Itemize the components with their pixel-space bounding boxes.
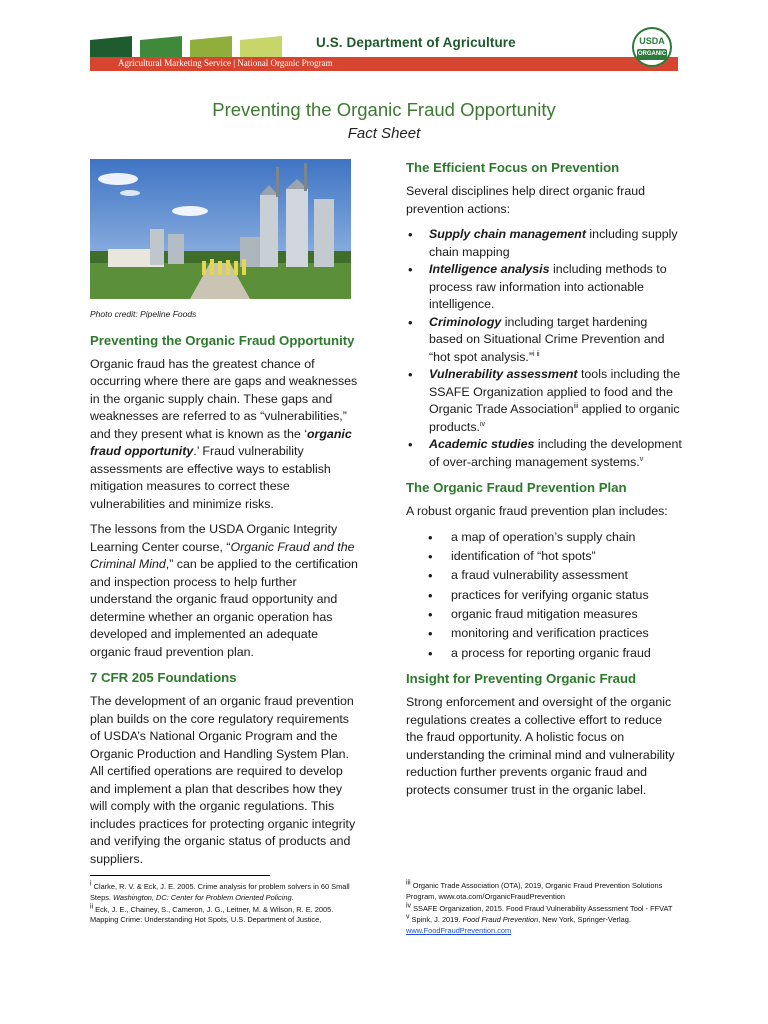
footnote-mark: ii: [90, 903, 94, 911]
text-fragment: Organic Trade Association (OTA), 2019, Organic Fraud Prevention Solutions Program, www.ota.com/OrganicFraudPrevention: [406, 881, 663, 901]
list-item: • identification of “hot spots”: [406, 548, 682, 566]
footnotes-right: [406, 881, 676, 938]
discipline-term: Criminology: [429, 314, 502, 329]
discipline-term: Vulnerability assessment: [429, 367, 578, 381]
department-title: U.S. Department of Agriculture: [316, 35, 516, 50]
footnote-4: [406, 904, 676, 915]
text-fragment: ,” can be applied to the certification and inspection process to help further understand the organic fraud opportunity and determine whether an organic operation has developed and implemented an adequate organic fraud prevention plan.: [90, 557, 358, 659]
section-heading-prevention-plan: The Organic Fraud Prevention Plan: [406, 480, 627, 495]
list-item: [406, 261, 682, 314]
discipline-desc: including methods to process raw information into actionable intelligence.: [429, 262, 667, 311]
footnote-ref: iii: [573, 402, 579, 410]
list-item: [406, 436, 682, 471]
list-item: [406, 314, 682, 367]
text-fragment: Food Fraud Prevention: [462, 915, 539, 925]
photo-caption: Photo credit: Pipeline Foods: [90, 309, 197, 319]
footnote-1: [90, 882, 360, 904]
emphasis-organic-fraud-opportunity: organic fraud opportunity: [90, 426, 352, 458]
food-fraud-prevention-link[interactable]: www.FoodFraudPrevention.com: [406, 926, 512, 936]
disciplines-list: [406, 226, 682, 471]
discipline-term: Supply chain management: [429, 227, 586, 241]
footnote-ref: iv: [479, 420, 486, 428]
section-heading-efficient-focus: The Efficient Focus on Prevention: [406, 160, 620, 175]
grain-facility-photo: [90, 159, 351, 299]
usda-organic-seal-icon: [632, 27, 672, 67]
footnote-5: [406, 915, 676, 937]
discipline-desc: including the development of over-arching management systems.: [429, 437, 682, 469]
text-fragment: Eck, J. E., Chainey, S., Cameron, J. G., Leitner, M. & Wilson, R. E. 2005. Mapping Crime: Understanding Hot Spots, U.S. Department of Justice,: [90, 904, 334, 925]
paragraph-cfr-foundations: The development of an organic fraud prevention plan builds on the core regulatory requirements of USDA’s National Organic Program and the Organic Production and Handling System Plan. All certified operations are required to develop and implement a plan that describes how they will comply with the organic regulations. This includes practices for protecting organic integrity and verifying the organic status of products and suppliers.: [90, 694, 356, 866]
text-fragment: The lessons from the USDA Organic Integrity Learning Center course, “: [90, 522, 338, 554]
list-item: • a process for reporting organic fraud: [406, 645, 682, 663]
discipline-desc: including target hardening based on Situational Crime Prevention and “hot spot analysis.”: [429, 314, 665, 364]
seal-bottom-text: ORGANIC: [637, 49, 667, 60]
section-heading-cfr-foundations: 7 CFR 205 Foundations: [90, 670, 237, 685]
paragraph-plan-intro: A robust organic fraud prevention plan includes:: [406, 504, 668, 518]
discipline-desc: tools including the SSAFE Organization applied to food and the Organic Trade Association: [429, 367, 681, 416]
seal-top-text: USDA: [639, 36, 665, 46]
text-fragment: SSAFE Organization, 2015. Food Fraud Vulnerability Assessment Tool - FFVAT: [411, 903, 673, 913]
discipline-term: Academic studies: [429, 437, 535, 451]
text-fragment: .’ Fraud vulnerability assessments are effective ways to establish mitigation measures to correct these vulnerabilities and minimize risks.: [90, 444, 331, 511]
footnote-mark: iii: [406, 879, 411, 887]
footnote-divider: [90, 875, 270, 876]
text-fragment: Organic fraud has the greatest chance of occurring where there are gaps and weaknesses in the organic supply chain. These gaps and weaknesses are referred to as “vulnerabilities,” and they present what is known as the ‘: [90, 356, 358, 441]
discipline-term: Intelligence analysis: [429, 262, 550, 276]
list-item: • organic fraud mitigation measures: [406, 606, 682, 624]
list-item: [406, 366, 682, 436]
agency-bar-text: Agricultural Marketing Service | National Organic Program: [118, 58, 333, 68]
footnote-mark: i: [90, 880, 92, 888]
list-item: • monitoring and verification practices: [406, 625, 682, 643]
text-fragment: Spink, J. 2019.: [409, 915, 463, 925]
footnote-2: [90, 905, 360, 927]
list-item: • a fraud vulnerability assessment: [406, 567, 682, 585]
document-subtitle: Fact Sheet: [347, 125, 421, 142]
text-fragment: Clarke, R. V. & Eck, J. E. 2005. Crime analysis for problem solvers in 60 Small Steps.: [90, 882, 350, 902]
text-fragment: , New York, Springer-Verlag.: [538, 915, 631, 925]
paragraph-insight: Strong enforcement and oversight of the organic regulations creates a collective effort to reduce the fraud opportunity. A holistic focus on understanding the criminal mind and vulnerability reduction further prevents organic fraud and protects consumer trust in the organic label.: [406, 695, 675, 797]
footnote-ref: i ii: [533, 350, 540, 358]
course-title: Organic Fraud and the Criminal Mind: [90, 539, 355, 571]
plan-items-list: [406, 529, 682, 663]
footnote-mark: v: [406, 913, 410, 921]
text-fragment: .: [291, 892, 294, 902]
list-item: • practices for verifying organic status: [406, 587, 682, 605]
footnote-mark: iv: [406, 902, 412, 910]
header-stripes-graphic: [90, 36, 330, 58]
paragraph-learning-center: [90, 521, 362, 661]
left-column: [90, 159, 362, 876]
section-heading-insight: Insight for Preventing Organic Fraud: [406, 671, 637, 687]
text-fragment: Washington, DC: Center for Problem Oriented Policing: [113, 892, 292, 902]
section-heading-fraud-opportunity: Preventing the Organic Fraud Opportunity: [90, 332, 355, 348]
list-item: • a map of operation’s supply chain: [406, 529, 682, 547]
paragraph-fraud-opportunity: [90, 356, 362, 514]
list-item: [406, 226, 682, 261]
photo-illustration: [90, 159, 351, 299]
paragraph-disciplines-intro: Several disciplines help direct organic fraud prevention actions:: [406, 184, 645, 216]
page-header: [0, 0, 768, 80]
discipline-desc: including supply chain mapping: [429, 227, 678, 259]
right-column: [406, 159, 682, 807]
footnotes-left: [90, 882, 360, 927]
footnote-ref: v: [639, 455, 644, 463]
footnote-3: [406, 881, 676, 903]
document-title: Preventing the Organic Fraud Opportunity: [212, 99, 556, 120]
discipline-desc-cont: applied to organic products.: [429, 402, 680, 434]
header-stripes: [90, 36, 330, 58]
